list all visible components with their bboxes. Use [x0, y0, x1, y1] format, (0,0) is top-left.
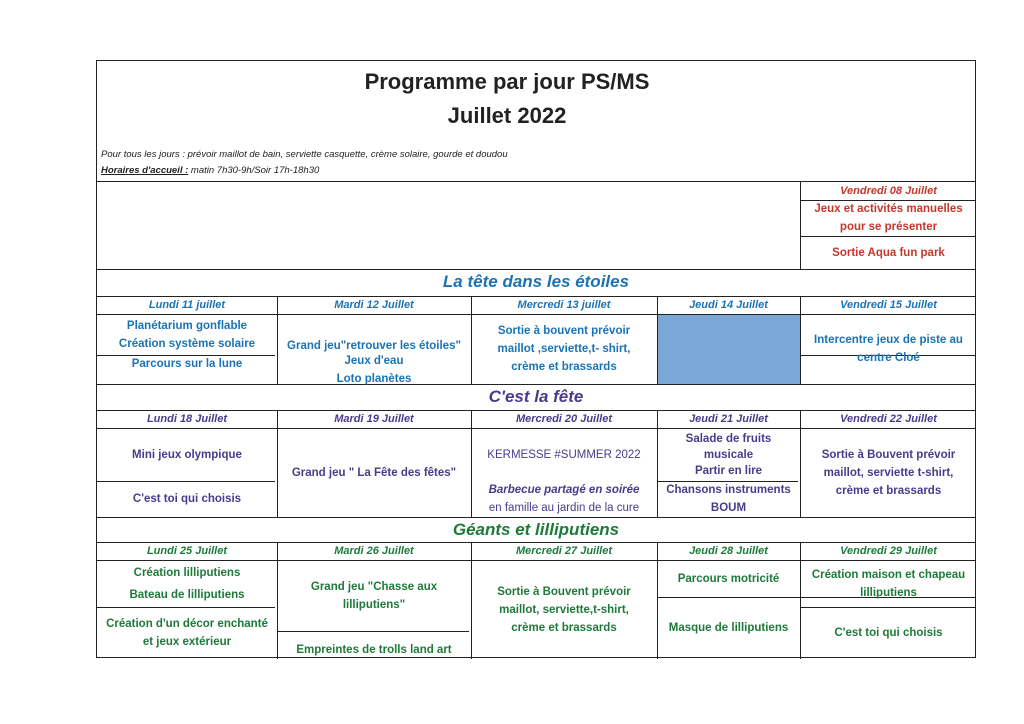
activity-text: musicale	[703, 448, 754, 461]
day-header: Vendredi 22 Juillet	[840, 413, 937, 425]
activity-cell	[657, 428, 800, 481]
activity-cell	[800, 428, 977, 517]
activity-text: maillot ,serviette,t- shirt,	[497, 343, 631, 355]
hours-value: matin 7h30-9h/Soir 17h-18h30	[188, 165, 320, 176]
activity-text: Jeux et activités manuelles	[814, 203, 963, 215]
hours-label: Horaires d'accueil :	[101, 165, 189, 176]
page-subtitle: Juillet 2022	[447, 103, 567, 128]
day-header: Jeudi 14 Juillet	[689, 299, 768, 311]
row-divider	[97, 384, 975, 385]
day-header-vendredi-08: Vendredi 08 Juillet	[840, 184, 937, 197]
day-header: Mercredi 27 Juillet	[516, 545, 612, 557]
day-header: Mardi 26 Juillet	[334, 545, 414, 557]
activity-text: Loto planètes	[336, 372, 412, 385]
day-header: Mercredi 13 juillet	[517, 299, 611, 311]
activity-cell: Masque de lilliputiens	[668, 622, 789, 634]
activity-cell	[277, 355, 471, 384]
activity-cell	[97, 607, 277, 659]
day-header: Vendredi 29 Juillet	[840, 545, 937, 557]
activity-text: Planétarium gonflable	[126, 319, 248, 332]
activity-text: Création d'un décor enchanté	[106, 618, 268, 630]
activity-cell	[471, 560, 657, 659]
activity-text: et jeux extérieur	[142, 636, 232, 648]
activity-cell: Parcours sur la lune	[131, 358, 243, 370]
activity-cell	[800, 200, 977, 236]
activity-cell	[471, 481, 657, 517]
activity-cell: KERMESSE #SUMMER 2022	[487, 448, 641, 461]
activity-text: Barbecue partagé en soirée	[488, 484, 640, 496]
activity-text: lilliputiens	[860, 586, 917, 599]
activity-text: Création lilliputiens	[133, 566, 241, 579]
day-header: Lundi 25 Juillet	[146, 545, 228, 557]
activity-text: en famille au jardin de la cure	[488, 502, 640, 514]
daily-note: Pour tous les jours : prévoir maillot de bain, serviette casquette, crème solaire, gourde et doudou	[101, 149, 508, 160]
week-theme: La tête dans les étoiles	[442, 272, 630, 291]
activity-text: Sortie à Bouvent prévoir	[821, 448, 956, 461]
activity-cell	[97, 314, 277, 355]
row-divider	[97, 269, 975, 270]
activity-text: centre Cloé	[857, 352, 920, 364]
activity-text: Création maison et chapeau	[811, 568, 966, 581]
activity-text: Sortie à Bouvent prévoir	[497, 585, 631, 598]
day-header: Jeudi 28 Juillet	[689, 545, 768, 557]
activity-text: BOUM	[710, 502, 747, 514]
activity-text: crème et brassards	[511, 361, 617, 373]
activity-cell: Mini jeux olympique	[132, 448, 242, 461]
activity-text: Création système solaire	[118, 337, 256, 350]
week-theme: Géants et lilliputiens	[452, 520, 620, 539]
activity-text: lilliputiens"	[342, 598, 406, 611]
activity-text: Intercentre jeux de piste au	[814, 334, 963, 346]
activity-cell: C'est toi qui choisis	[834, 627, 943, 639]
activity-cell	[97, 560, 277, 607]
activity-text: maillot, serviette t-shirt,	[823, 466, 954, 479]
activity-cell: Empreintes de trolls land art	[296, 644, 452, 656]
activity-cell: Grand jeu"retrouver les étoiles"	[287, 340, 461, 352]
activity-text: Grand jeu "Chasse aux	[310, 580, 438, 593]
week-theme: C'est la fête	[488, 387, 584, 406]
activity-cell	[800, 314, 977, 384]
day-header: Mardi 19 Juillet	[334, 413, 414, 425]
activity-text: pour se présenter	[839, 221, 938, 233]
activity-text: Salade de fruits	[685, 432, 772, 445]
day-header: Vendredi 15 Juillet	[840, 299, 937, 311]
day-header: Lundi 11 juillet	[148, 299, 226, 311]
activity-cell	[657, 481, 800, 517]
activity-cell: Sortie Aqua fun park	[832, 246, 945, 259]
activity-cell	[800, 560, 977, 607]
activity-text: Jeux d'eau	[344, 354, 404, 367]
day-header: Lundi 18 Juillet	[146, 413, 228, 425]
activity-text: maillot, serviette,t-shirt,	[499, 603, 629, 616]
day-header: Mercredi 20 Juillet	[516, 413, 612, 425]
row-divider	[97, 517, 975, 518]
activity-text: Partir en lire	[694, 464, 763, 477]
page-title: Programme par jour PS/MS	[364, 69, 650, 94]
activity-text: Chansons instruments	[666, 484, 791, 496]
activity-cell	[471, 314, 657, 384]
activity-text: Bateau de lilliputiens	[129, 588, 245, 601]
programme-sheet	[96, 60, 976, 658]
activity-text: crème et brassards	[835, 484, 942, 497]
hours-line	[101, 165, 319, 176]
activity-text: Sortie à bouvent prévoir	[497, 325, 631, 337]
day-header: Jeudi 21 Juillet	[689, 413, 768, 425]
activity-cell: Parcours motricité	[677, 572, 780, 585]
activity-text: crème et brassards	[511, 621, 617, 634]
activity-cell	[277, 560, 471, 631]
activity-cell: Grand jeu " La Fête des fêtes"	[291, 466, 457, 479]
day-header: Mardi 12 Juillet	[334, 299, 414, 311]
activity-cell: C'est toi qui choisis	[132, 493, 242, 505]
holiday-cell	[658, 315, 800, 384]
